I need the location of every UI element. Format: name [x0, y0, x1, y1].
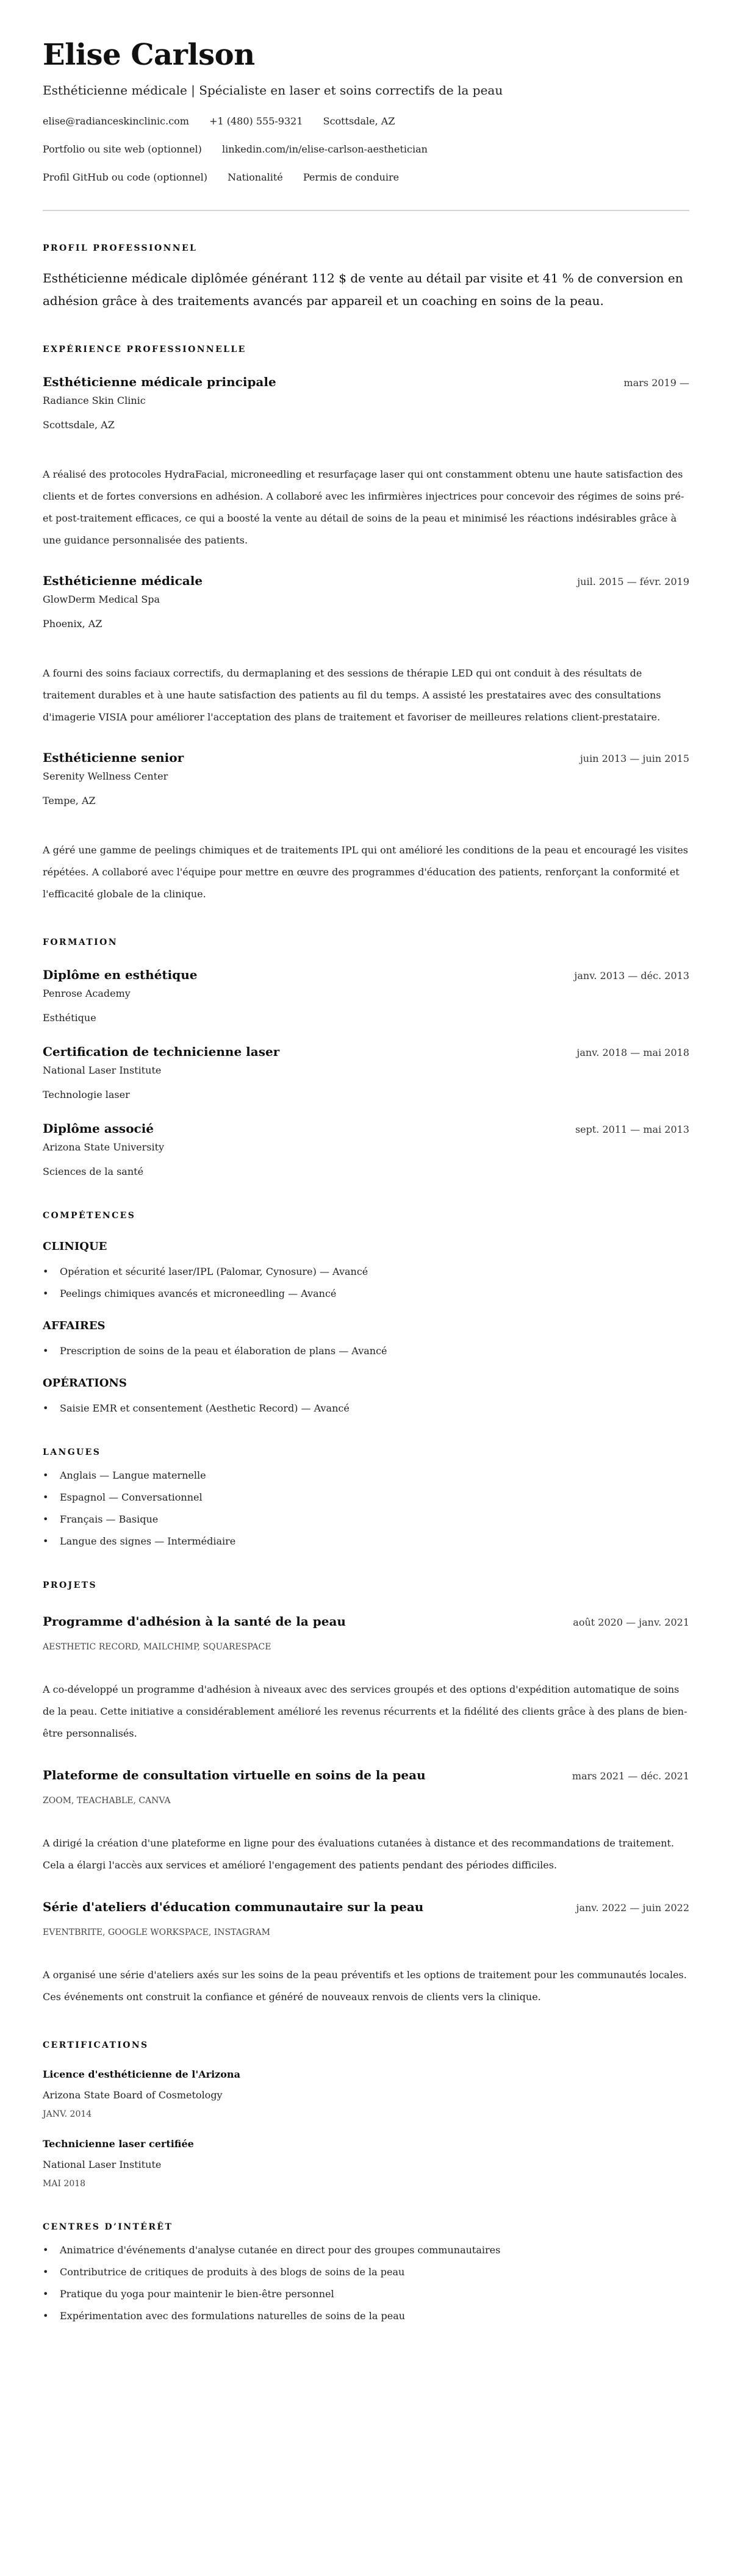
resume-header — [43, 37, 689, 184]
job-description: A réalisé des protocoles HydraFacial, microneedling et resurfaçage laser qui ont constamment obtenu une haute satisfaction des clients et de fortes conversions en adhésion. A collaboré avec les infirmières injectrices pour concevoir des régimes de soins pré- et post-traitement efficaces, ce qui a boosté la vente au détail de soins de la peau et minimisé les réactions indésirables grâce à une guidance personnalisée des patients. — [43, 468, 684, 546]
contact-portfolio[interactable]: Portfolio ou site web (optionnel) — [43, 143, 202, 155]
degree-title: Certification de technicienne laser — [43, 1044, 280, 1059]
education-entry — [43, 1043, 689, 1102]
contact-github[interactable]: Profil GitHub ou code (optionnel) — [43, 171, 207, 183]
language-item: • Français — Basique — [43, 1513, 689, 1526]
section-title: PROFIL PROFESSIONNEL — [43, 243, 198, 253]
contact-row — [43, 143, 689, 156]
company-name: Serenity Wellness Center — [43, 770, 168, 782]
skill-list — [43, 1344, 689, 1358]
certification-date: JANV. 2014 — [43, 2109, 92, 2119]
field-of-study: Sciences de la santé — [43, 1166, 144, 1177]
education-section — [43, 937, 689, 1179]
projects-section — [43, 1580, 689, 2008]
education-dates: janv. 2018 — mai 2018 — [576, 1047, 689, 1058]
skill-item: • Peelings chimiques avancés et microneedling — Avancé — [43, 1287, 689, 1301]
candidate-name: Elise Carlson — [43, 38, 255, 72]
project-tech: ZOOM, TEACHABLE, CANVA — [43, 1796, 171, 1806]
job-location: Tempe, AZ — [43, 795, 96, 806]
job-title: Esthéticienne senior — [43, 750, 184, 765]
project-description: A organisé une série d'ateliers axés sur les soins de la peau préventifs et les options de traitement pour les communautés locales. Ces événements ont construit la confiance et généré de nouveaux renvois de clients vers la clinique. — [43, 1969, 687, 2003]
language-item: • Espagnol — Conversationnel — [43, 1491, 689, 1504]
skill-group — [43, 1319, 689, 1358]
certification-issuer: National Laser Institute — [43, 2159, 162, 2170]
school-name: Penrose Academy — [43, 988, 131, 999]
job-title: Esthéticienne médicale — [43, 573, 203, 588]
company-name: Radiance Skin Clinic — [43, 395, 146, 406]
company-name: GlowDerm Medical Spa — [43, 594, 160, 605]
job-description: A fourni des soins faciaux correctifs, du dermaplaning et des sessions de thérapie LED qui ont conduit à des résultats de traitement durables et à une haute satisfaction des patients au fil du temps. A assisté les prestataires avec des consultations d'imagerie VISIA pour améliorer l'acceptation des plans de traitement et favoriser de meilleures relations client-prestataire. — [43, 667, 661, 723]
interest-item: • Pratique du yoga pour maintenir le bien-être personnel — [43, 2287, 689, 2301]
language-list — [43, 1469, 689, 1548]
project-description: A dirigé la création d'une plateforme en ligne pour des évaluations cutanées à distance et des recommandations de traitement. Cela a élargi l'accès aux services et amélioré l'engagement des patients pendant des périodes difficiles. — [43, 1837, 675, 1871]
skill-item: • Prescription de soins de la peau et élaboration de plans — Avancé — [43, 1344, 689, 1358]
certification-title: Technicienne laser certifiée — [43, 2138, 194, 2150]
project-title: Plateforme de consultation virtuelle en soins de la peau — [43, 1768, 426, 1782]
contact-phone[interactable]: +1 (480) 555-9321 — [209, 115, 303, 127]
certification-entry — [43, 2068, 689, 2120]
field-of-study: Esthétique — [43, 1012, 96, 1024]
project-dates: janv. 2022 — juin 2022 — [576, 1902, 689, 1914]
job-title: Esthéticienne médicale principale — [43, 375, 276, 389]
section-title: CERTIFICATIONS — [43, 2040, 149, 2050]
education-entry — [43, 1120, 689, 1179]
experience-entry — [43, 572, 689, 728]
section-title: CENTRES D’INTÉRÊT — [43, 2222, 173, 2232]
degree-title: Diplôme en esthétique — [43, 967, 198, 982]
skill-list — [43, 1402, 689, 1415]
project-title: Programme d'adhésion à la santé de la peau — [43, 1614, 346, 1629]
project-tech: AESTHETIC RECORD, MAILCHIMP, SQUARESPACE — [43, 1642, 271, 1652]
languages-section — [43, 1447, 689, 1548]
contact-row — [43, 171, 689, 184]
job-description: A géré une gamme de peelings chimiques et de traitements IPL qui ont amélioré les conditions de la peau et encouragé les visites répétées. A collaboré avec l'équipe pour mettre en œuvre des programmes d'éducation des patients, renforçant la conformité et l'efficacité globale de la clinique. — [43, 844, 688, 900]
skill-group-title: AFFAIRES — [43, 1319, 106, 1332]
degree-title: Diplôme associé — [43, 1121, 154, 1136]
education-dates: sept. 2011 — mai 2013 — [575, 1124, 689, 1135]
contact-location: Scottsdale, AZ — [323, 115, 395, 127]
project-title: Série d'ateliers d'éducation communautaire sur la peau — [43, 1900, 424, 1914]
job-dates: juil. 2015 — févr. 2019 — [577, 576, 689, 587]
certification-date: MAI 2018 — [43, 2179, 86, 2189]
interest-item: • Animatrice d'événements d'analyse cutanée en direct pour des groupes communautaires — [43, 2244, 689, 2257]
contact-linkedin[interactable]: linkedin.com/in/elise-carlson-aesthetician — [222, 143, 428, 155]
job-dates: juin 2013 — juin 2015 — [580, 753, 689, 764]
certification-title: Licence d'esthéticienne de l'Arizona — [43, 2068, 240, 2080]
summary-text: Esthéticienne médicale diplômée générant 112 $ de vente au détail par visite et 41 % de conversion en adhésion grâce à des traitements avancés par appareil et un coaching en soins de la peau. — [43, 271, 683, 308]
project-entry — [43, 1767, 689, 1876]
skill-group-title: CLINIQUE — [43, 1240, 107, 1253]
interest-item: • Expérimentation avec des formulations naturelles de soins de la peau — [43, 2309, 689, 2323]
project-dates: août 2020 — janv. 2021 — [573, 1616, 689, 1628]
interests-section — [43, 2222, 689, 2323]
contact-email[interactable]: elise@radianceskinclinic.com — [43, 115, 189, 127]
contact-drivers-license: Permis de conduire — [303, 171, 400, 183]
field-of-study: Technologie laser — [43, 1089, 130, 1100]
job-location: Scottsdale, AZ — [43, 419, 115, 431]
school-name: National Laser Institute — [43, 1064, 162, 1076]
skills-section — [43, 1210, 689, 1415]
skill-group — [43, 1376, 689, 1415]
skill-list — [43, 1265, 689, 1301]
certifications-section — [43, 2040, 689, 2190]
contact-row — [43, 115, 689, 128]
skill-item: • Saisie EMR et consentement (Aesthetic Record) — Avancé — [43, 1402, 689, 1415]
section-title: LANGUES — [43, 1448, 101, 1457]
section-title: EXPÉRIENCE PROFESSIONNELLE — [43, 345, 246, 354]
experience-entry — [43, 373, 689, 551]
project-entry — [43, 1898, 689, 2008]
experience-entry — [43, 749, 689, 905]
interest-item: • Contributrice de critiques de produits à des blogs de soins de la peau — [43, 2266, 689, 2279]
interest-list — [43, 2244, 689, 2323]
certification-issuer: Arizona State Board of Cosmetology — [43, 2089, 223, 2101]
school-name: Arizona State University — [43, 1141, 165, 1153]
skill-group-title: OPÉRATIONS — [43, 1377, 127, 1390]
experience-section — [43, 344, 689, 905]
project-entry — [43, 1613, 689, 1745]
job-dates: mars 2019 — — [623, 377, 689, 389]
header-divider — [43, 210, 689, 211]
language-item: • Anglais — Langue maternelle — [43, 1469, 689, 1482]
skill-item: • Opération et sécurité laser/IPL (Palomar, Cynosure) — Avancé — [43, 1265, 689, 1279]
education-entry — [43, 966, 689, 1025]
section-title: COMPÉTENCES — [43, 1211, 136, 1221]
skill-group — [43, 1240, 689, 1301]
summary-section — [43, 243, 689, 312]
candidate-headline: Esthéticienne médicale | Spécialiste en laser et soins correctifs de la peau — [43, 83, 503, 98]
project-dates: mars 2021 — déc. 2021 — [572, 1770, 689, 1782]
language-item: • Langue des signes — Intermédiaire — [43, 1535, 689, 1548]
certification-entry — [43, 2137, 689, 2190]
section-title: FORMATION — [43, 938, 118, 947]
project-description: A co-développé un programme d'adhésion à niveaux avec des services groupés et des options d'expédition automatique de soins de la peau. Cette initiative a considérablement amélioré les revenus récurrents et la fidélité des clients grâce à des plans de bien-être personnalisés. — [43, 1684, 687, 1739]
education-dates: janv. 2013 — déc. 2013 — [574, 970, 689, 981]
contact-nationality: Nationalité — [228, 171, 283, 183]
section-title: PROJETS — [43, 1580, 97, 1590]
job-location: Phoenix, AZ — [43, 618, 102, 630]
project-tech: EVENTBRITE, GOOGLE WORKSPACE, INSTAGRAM — [43, 1928, 271, 1937]
